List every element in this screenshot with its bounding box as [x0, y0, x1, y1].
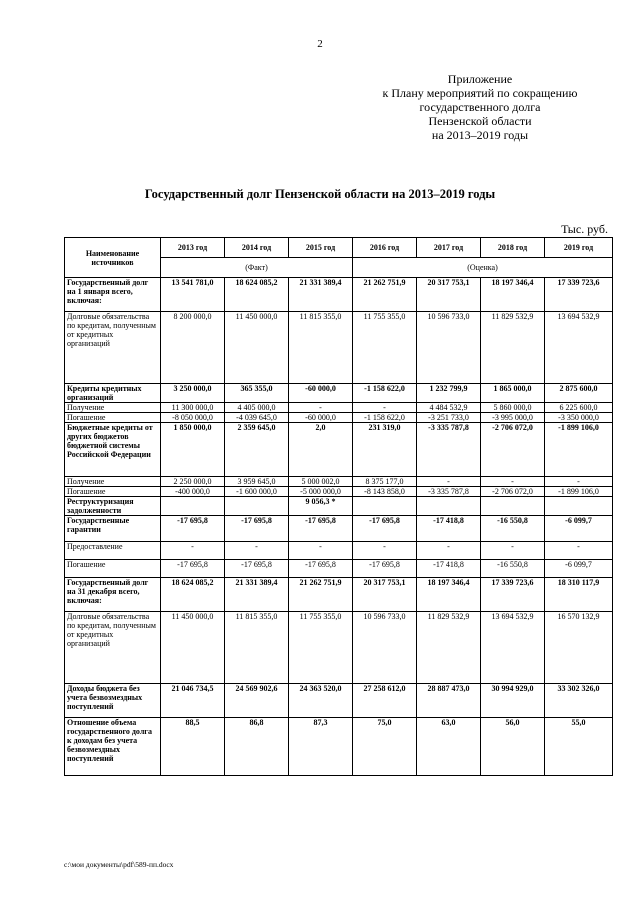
page-number: 2	[317, 38, 323, 50]
footer-file-path: c:\мои документы\pdf\589-пп.docx	[64, 860, 174, 869]
value-cell: 11 829 532,9	[481, 312, 545, 384]
header-year: 2017 год	[417, 238, 481, 258]
value-cell: -	[545, 542, 613, 560]
table-row	[65, 312, 613, 384]
header-year: 2015 год	[289, 238, 353, 258]
value-cell: 17 339 723,6	[545, 278, 613, 312]
value-cell: 11 829 532,9	[417, 612, 481, 684]
value-cell: -17 418,8	[417, 560, 481, 578]
appendix-line: Пензенской области	[428, 114, 532, 128]
value-cell: 6 225 600,0	[545, 403, 613, 413]
estimate-label: (Оценка)	[353, 258, 613, 278]
document-title: Государственный долг Пензенской области на 2013–2019 годы	[144, 187, 496, 201]
row-label: Кредиты кредитных организаций	[65, 384, 161, 403]
value-cell: 33 302 326,0	[545, 684, 613, 718]
table-row	[65, 487, 613, 497]
value-cell: 18 624 085,2	[225, 278, 289, 312]
value-cell: -	[289, 542, 353, 560]
value-cell: 17 339 723,6	[481, 578, 545, 612]
value-cell: -6 099,7	[545, 560, 613, 578]
value-cell: 11 815 355,0	[289, 312, 353, 384]
value-cell: -1 899 106,0	[545, 423, 613, 477]
row-label: Получение	[65, 403, 161, 413]
value-cell: -	[417, 477, 481, 487]
row-label: Погашение	[65, 560, 161, 578]
value-cell	[481, 497, 545, 516]
value-cell: 18 197 346,4	[417, 578, 481, 612]
value-cell: 4 405 000,0	[225, 403, 289, 413]
value-cell: 8 375 177,0	[353, 477, 417, 487]
value-cell: 9 056,3 *	[289, 497, 353, 516]
row-label: Долговые обязательства по кредитам, полученным от кредитных организаций	[65, 612, 161, 684]
value-cell: 56,0	[481, 718, 545, 776]
value-cell: -60 000,0	[289, 384, 353, 403]
value-cell: 18 624 085,2	[161, 578, 225, 612]
value-cell: 11 755 355,0	[353, 312, 417, 384]
value-cell: -1 158 622,0	[353, 384, 417, 403]
value-cell: -1 158 622,0	[353, 413, 417, 423]
value-cell: 63,0	[417, 718, 481, 776]
table-row	[65, 612, 613, 684]
value-cell: -1 600 000,0	[225, 487, 289, 497]
row-label: Государственные гарантии	[65, 516, 161, 542]
value-cell: 365 355,0	[225, 384, 289, 403]
value-cell: -17 695,8	[161, 516, 225, 542]
value-cell: -	[545, 477, 613, 487]
table-row	[65, 278, 613, 312]
table-row	[65, 718, 613, 776]
table-row	[65, 684, 613, 718]
value-cell: 11 300 000,0	[161, 403, 225, 413]
value-cell: -16 550,8	[481, 560, 545, 578]
fact-label: (Факт)	[161, 258, 353, 278]
appendix-line: Приложение	[447, 72, 513, 86]
value-cell: -8 050 000,0	[161, 413, 225, 423]
value-cell: -8 143 858,0	[353, 487, 417, 497]
value-cell: 30 994 929,0	[481, 684, 545, 718]
value-cell: 2,0	[289, 423, 353, 477]
value-cell: 18 197 346,4	[481, 278, 545, 312]
value-cell: 20 317 753,1	[353, 578, 417, 612]
table-header-row	[65, 238, 613, 258]
value-cell: 13 694 532,9	[545, 312, 613, 384]
value-cell: 2 359 645,0	[225, 423, 289, 477]
value-cell: -17 695,8	[289, 560, 353, 578]
row-label: Бюджетные кредиты от других бюджетов бюджетной системы Российской Федерации	[65, 423, 161, 477]
value-cell	[353, 497, 417, 516]
value-cell: -6 099,7	[545, 516, 613, 542]
units-label: Тыс. руб.	[561, 222, 608, 236]
appendix-note	[360, 72, 600, 142]
table-row	[65, 560, 613, 578]
value-cell: 28 887 473,0	[417, 684, 481, 718]
value-cell: -17 695,8	[289, 516, 353, 542]
header-year: 2018 год	[481, 238, 545, 258]
value-cell: -3 335 787,8	[417, 487, 481, 497]
value-cell: -	[289, 403, 353, 413]
appendix-line: на 2013–2019 годы	[431, 128, 529, 142]
header-year: 2016 год	[353, 238, 417, 258]
table-row	[65, 403, 613, 413]
value-cell: 24 363 520,0	[289, 684, 353, 718]
value-cell: 11 815 355,0	[225, 612, 289, 684]
row-label: Предоставление	[65, 542, 161, 560]
value-cell: -	[481, 542, 545, 560]
value-cell: -60 000,0	[289, 413, 353, 423]
value-cell: 8 200 000,0	[161, 312, 225, 384]
value-cell: -4 039 645,0	[225, 413, 289, 423]
appendix-line: к Плану мероприятий по сокращению	[382, 86, 578, 100]
table-row	[65, 413, 613, 423]
value-cell: 5 860 000,0	[481, 403, 545, 413]
row-label: Отношение объема государственного долга к доходам без учета безвозмездных поступлений	[65, 718, 161, 776]
value-cell: -17 695,8	[225, 560, 289, 578]
value-cell: -400 000,0	[161, 487, 225, 497]
value-cell: 86,8	[225, 718, 289, 776]
value-cell: 2 250 000,0	[161, 477, 225, 487]
value-cell: -	[417, 542, 481, 560]
value-cell: 2 875 600,0	[545, 384, 613, 403]
value-cell: 3 959 645,0	[225, 477, 289, 487]
value-cell: -17 695,8	[353, 516, 417, 542]
value-cell: 11 450 000,0	[225, 312, 289, 384]
value-cell: 11 450 000,0	[161, 612, 225, 684]
row-label: Погашение	[65, 487, 161, 497]
value-cell: -17 418,8	[417, 516, 481, 542]
value-cell: -	[161, 542, 225, 560]
value-cell: -17 695,8	[225, 516, 289, 542]
value-cell: 4 484 532,9	[417, 403, 481, 413]
value-cell: 20 317 753,1	[417, 278, 481, 312]
value-cell: 1 865 000,0	[481, 384, 545, 403]
table-row	[65, 423, 613, 477]
value-cell: -5 000 000,0	[289, 487, 353, 497]
value-cell: 24 569 902,6	[225, 684, 289, 718]
table-body	[65, 278, 613, 776]
row-label: Долговые обязательства по кредитам, полученным от кредитных организаций	[65, 312, 161, 384]
value-cell	[545, 497, 613, 516]
value-cell: 75,0	[353, 718, 417, 776]
value-cell: 21 262 751,9	[289, 578, 353, 612]
header-year: 2019 год	[545, 238, 613, 258]
value-cell: 21 331 389,4	[289, 278, 353, 312]
value-cell: -1 899 106,0	[545, 487, 613, 497]
table-row	[65, 516, 613, 542]
row-label: Государственный долг на 31 декабря всего, включая:	[65, 578, 161, 612]
value-cell: 87,3	[289, 718, 353, 776]
table-row	[65, 542, 613, 560]
value-cell: 16 570 132,9	[545, 612, 613, 684]
value-cell: 21 262 751,9	[353, 278, 417, 312]
value-cell: 5 000 002,0	[289, 477, 353, 487]
value-cell: -	[225, 542, 289, 560]
table-row	[65, 384, 613, 403]
value-cell	[161, 497, 225, 516]
value-cell: 27 258 612,0	[353, 684, 417, 718]
value-cell: -3 350 000,0	[545, 413, 613, 423]
header-year: 2014 год	[225, 238, 289, 258]
value-cell: 231 319,0	[353, 423, 417, 477]
value-cell: -3 995 000,0	[481, 413, 545, 423]
value-cell: 1 850 000,0	[161, 423, 225, 477]
value-cell: -2 706 072,0	[481, 487, 545, 497]
value-cell: 21 331 389,4	[225, 578, 289, 612]
value-cell: -	[353, 403, 417, 413]
value-cell: -17 695,8	[353, 560, 417, 578]
value-cell: 10 596 733,0	[353, 612, 417, 684]
value-cell: 11 755 355,0	[289, 612, 353, 684]
header-year: 2013 год	[161, 238, 225, 258]
value-cell: 10 596 733,0	[417, 312, 481, 384]
value-cell: -17 695,8	[161, 560, 225, 578]
table-row	[65, 497, 613, 516]
table-row	[65, 477, 613, 487]
value-cell: 1 232 799,9	[417, 384, 481, 403]
value-cell: -	[353, 542, 417, 560]
value-cell: 3 250 000,0	[161, 384, 225, 403]
row-label: Доходы бюджета без учета безвозмездных поступлений	[65, 684, 161, 718]
header-name-cell: Наименование источников	[65, 238, 161, 278]
value-cell: -	[481, 477, 545, 487]
row-label: Государственный долг на 1 января всего, включая:	[65, 278, 161, 312]
value-cell: 21 046 734,5	[161, 684, 225, 718]
row-label: Получение	[65, 477, 161, 487]
value-cell: 13 694 532,9	[481, 612, 545, 684]
value-cell: -16 550,8	[481, 516, 545, 542]
debt-table	[64, 237, 613, 776]
value-cell: -2 706 072,0	[481, 423, 545, 477]
value-cell	[225, 497, 289, 516]
value-cell: -3 335 787,8	[417, 423, 481, 477]
value-cell	[417, 497, 481, 516]
value-cell: -3 251 733,0	[417, 413, 481, 423]
value-cell: 88,5	[161, 718, 225, 776]
value-cell: 13 541 781,0	[161, 278, 225, 312]
row-label: Реструктуризация задолженности	[65, 497, 161, 516]
row-label: Погашение	[65, 413, 161, 423]
appendix-line: государственного долга	[419, 100, 541, 114]
value-cell: 18 310 117,9	[545, 578, 613, 612]
table-row	[65, 578, 613, 612]
value-cell: 55,0	[545, 718, 613, 776]
